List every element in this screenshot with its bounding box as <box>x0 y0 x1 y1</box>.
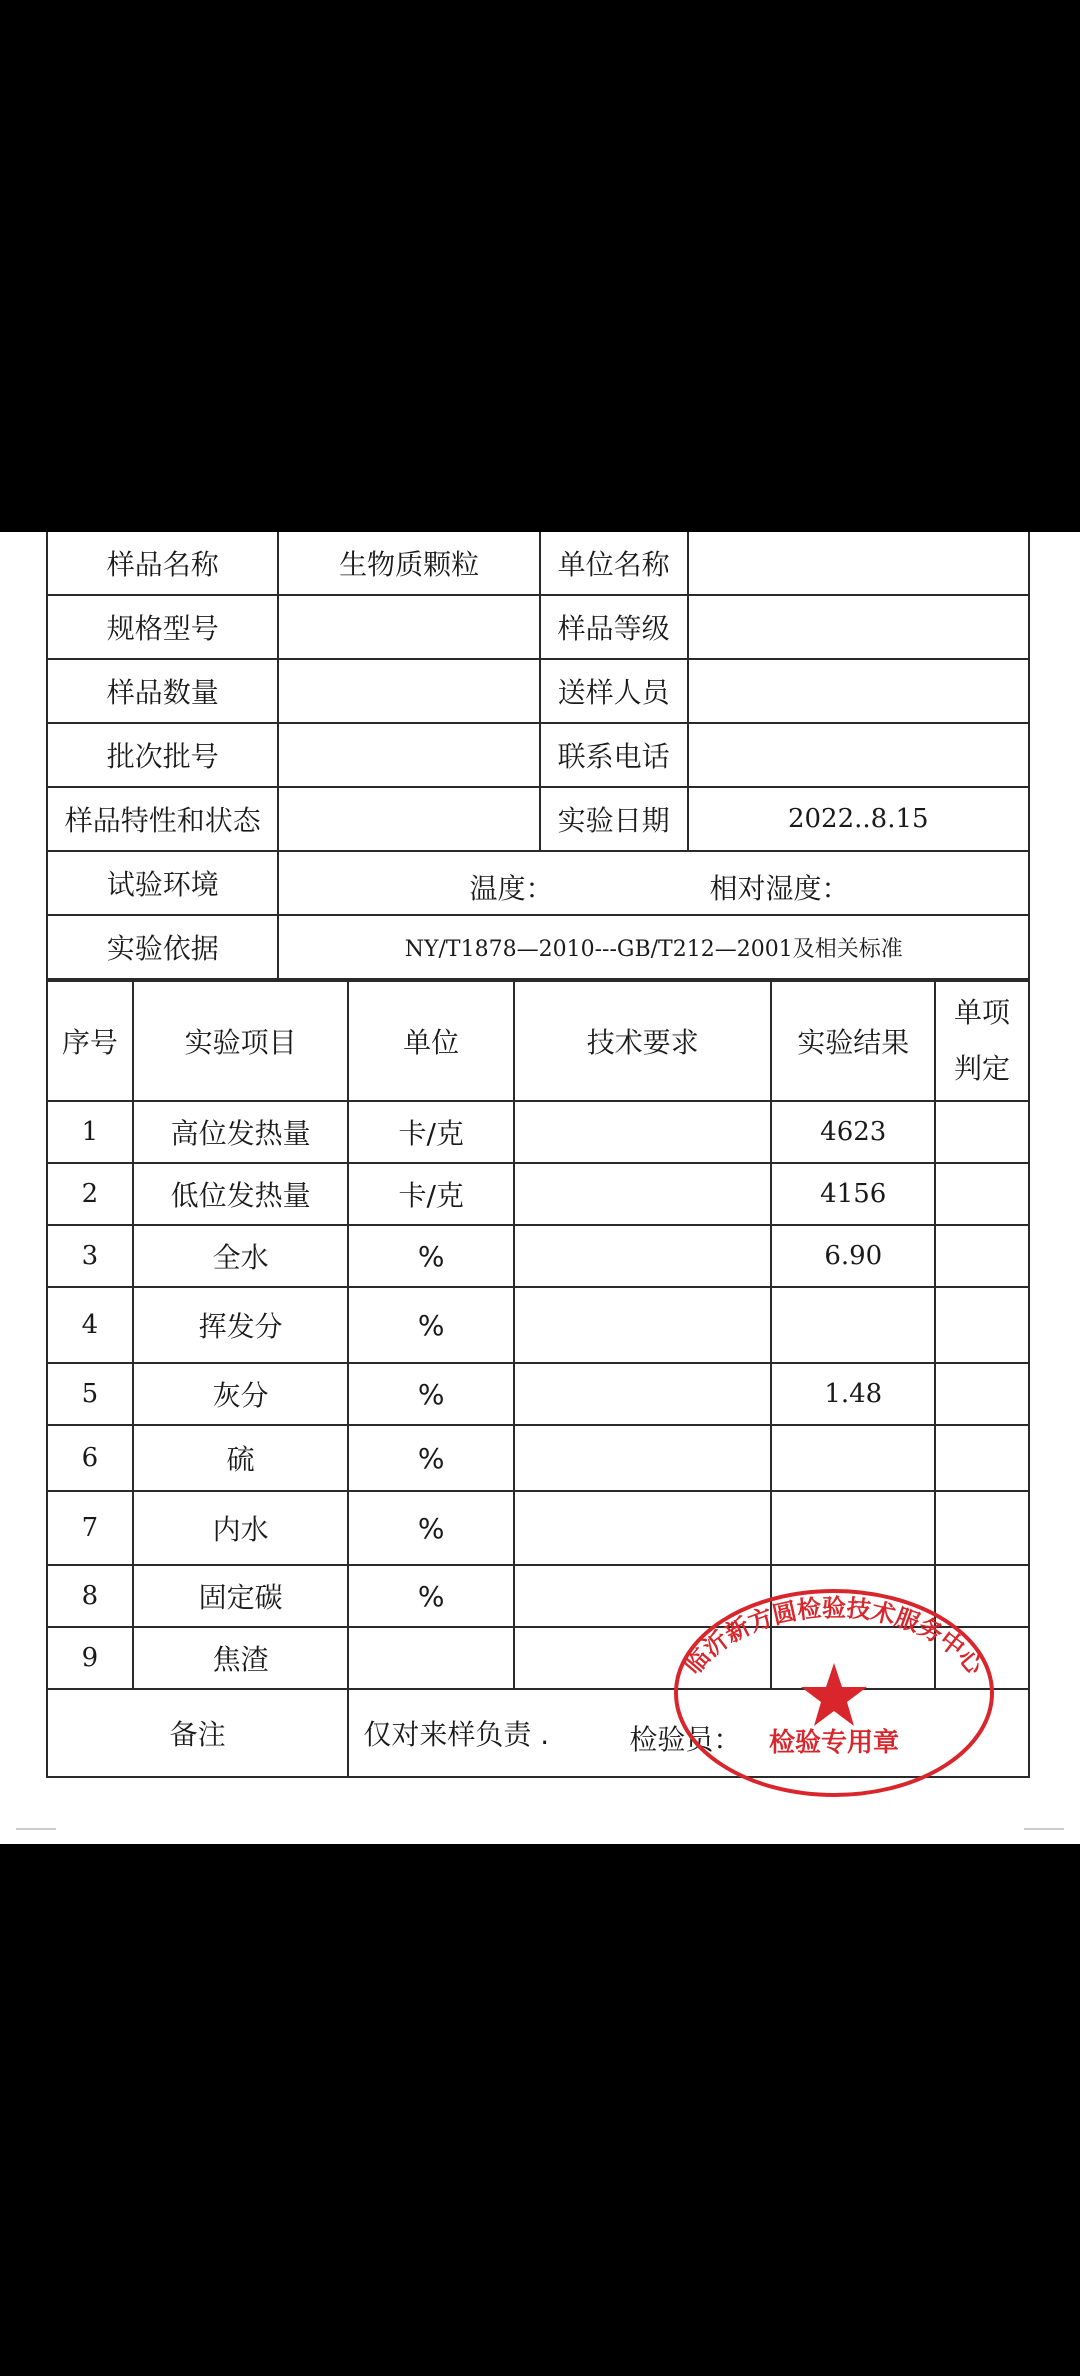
judgement-cell <box>935 1363 1029 1425</box>
result-cell: 4623 <box>771 1101 935 1163</box>
seq-cell: 6 <box>47 1425 133 1491</box>
remark-note: 仅对来样负责 . <box>363 1718 550 1751</box>
result-cell: 1.48 <box>771 1363 935 1425</box>
item-cell: 固定碳 <box>133 1565 349 1627</box>
judgement-cell <box>935 1491 1029 1565</box>
result-cell: 4156 <box>771 1163 935 1225</box>
unit-cell: % <box>348 1225 514 1287</box>
item-cell: 焦渣 <box>133 1627 349 1689</box>
stamp-org-text: 临沂新方圆检验技术服务中心 <box>678 1593 990 1680</box>
info-value <box>688 532 1030 595</box>
seq-cell: 4 <box>47 1287 133 1363</box>
requirement-cell <box>514 1225 771 1287</box>
result-row <box>47 1491 1029 1565</box>
results-header-row <box>47 981 1029 1101</box>
unit-cell: % <box>348 1491 514 1565</box>
info-value <box>278 723 539 787</box>
requirement-cell <box>514 1425 771 1491</box>
info-row <box>47 659 1029 723</box>
item-cell: 硫 <box>133 1425 349 1491</box>
info-label: 样品特性和状态 <box>47 787 278 851</box>
info-value <box>278 659 539 723</box>
unit-cell: % <box>348 1425 514 1491</box>
requirement-cell <box>514 1363 771 1425</box>
info-value: 生物质颗粒 <box>278 532 539 595</box>
result-row <box>47 1101 1029 1163</box>
info-value <box>278 787 539 851</box>
requirement-cell <box>514 1163 771 1225</box>
basis-label: 实验依据 <box>47 915 278 979</box>
item-cell: 全水 <box>133 1225 349 1287</box>
info-row <box>47 595 1029 659</box>
judgement-cell <box>935 1627 1029 1689</box>
info-label: 样品数量 <box>47 659 278 723</box>
seq-cell: 5 <box>47 1363 133 1425</box>
item-cell: 灰分 <box>133 1363 349 1425</box>
info-value: 2022..8.15 <box>688 787 1030 851</box>
results-table <box>46 980 1030 1778</box>
unit-cell: % <box>348 1363 514 1425</box>
seq-cell: 1 <box>47 1101 133 1163</box>
info-value <box>688 723 1030 787</box>
info-row <box>47 723 1029 787</box>
basis-value: NY/T1878—2010---GB/T212—2001及相关标准 <box>278 915 1029 979</box>
seq-cell: 2 <box>47 1163 133 1225</box>
result-row <box>47 1565 1029 1627</box>
seq-cell: 9 <box>47 1627 133 1689</box>
requirement-header: 技术要求 <box>514 981 771 1101</box>
info-label: 联系电话 <box>540 723 688 787</box>
temperature-label: 温度： <box>469 872 554 905</box>
unit-cell: 卡/克 <box>348 1101 514 1163</box>
seq-cell: 7 <box>47 1491 133 1565</box>
result-cell <box>771 1565 935 1627</box>
remark-label: 备注 <box>47 1689 348 1777</box>
item-cell: 高位发热量 <box>133 1101 349 1163</box>
remark-row <box>47 1689 1029 1777</box>
unit-cell <box>348 1627 514 1689</box>
result-row <box>47 1163 1029 1225</box>
result-cell <box>771 1425 935 1491</box>
page-corner-mark-right <box>1024 1828 1064 1838</box>
judgement-cell <box>935 1565 1029 1627</box>
item-header: 实验项目 <box>133 981 349 1101</box>
item-cell: 内水 <box>133 1491 349 1565</box>
item-cell: 低位发热量 <box>133 1163 349 1225</box>
result-row <box>47 1627 1029 1689</box>
page-corner-mark-left <box>16 1828 56 1838</box>
info-label: 批次批号 <box>47 723 278 787</box>
unit-cell: % <box>348 1565 514 1627</box>
seq-header: 序号 <box>47 981 133 1101</box>
requirement-cell <box>514 1565 771 1627</box>
unit-cell: % <box>348 1287 514 1363</box>
info-label: 送样人员 <box>540 659 688 723</box>
result-row <box>47 1425 1029 1491</box>
info-row <box>47 532 1029 595</box>
judgement-cell <box>935 1287 1029 1363</box>
inspector-label: 检验员： <box>629 1723 742 1756</box>
unit-header: 单位 <box>348 981 514 1101</box>
requirement-cell <box>514 1287 771 1363</box>
result-row <box>47 1363 1029 1425</box>
judgement-cell <box>935 1225 1029 1287</box>
environment-label: 试验环境 <box>47 851 278 915</box>
judgement-cell <box>935 1163 1029 1225</box>
info-label: 样品等级 <box>540 595 688 659</box>
result-cell <box>771 1491 935 1565</box>
seq-cell: 8 <box>47 1565 133 1627</box>
info-row <box>47 787 1029 851</box>
result-header: 实验结果 <box>771 981 935 1101</box>
result-cell <box>771 1287 935 1363</box>
requirement-cell <box>514 1101 771 1163</box>
info-label: 规格型号 <box>47 595 278 659</box>
info-label: 单位名称 <box>540 532 688 595</box>
result-cell: 6.90 <box>771 1225 935 1287</box>
result-row <box>47 1287 1029 1363</box>
info-value <box>688 595 1030 659</box>
stamp-center-text: 检验专用章 <box>768 1728 900 1758</box>
humidity-label: 相对湿度： <box>709 872 850 905</box>
environment-row <box>47 851 1029 915</box>
judgement-header-line2: 判定 <box>954 1052 1011 1085</box>
requirement-cell <box>514 1491 771 1565</box>
judgement-header-line1: 单项 <box>954 996 1011 1029</box>
judgement-header <box>935 981 1029 1101</box>
result-row <box>47 1225 1029 1287</box>
requirement-cell <box>514 1627 771 1689</box>
info-label: 样品名称 <box>47 532 278 595</box>
seq-cell: 3 <box>47 1225 133 1287</box>
basis-row <box>47 915 1029 979</box>
result-cell <box>771 1627 935 1689</box>
sample-info-table <box>46 532 1030 980</box>
info-value <box>688 659 1030 723</box>
judgement-cell <box>935 1425 1029 1491</box>
unit-cell: 卡/克 <box>348 1163 514 1225</box>
item-cell: 挥发分 <box>133 1287 349 1363</box>
info-label: 实验日期 <box>540 787 688 851</box>
judgement-cell <box>935 1101 1029 1163</box>
info-value <box>278 595 539 659</box>
